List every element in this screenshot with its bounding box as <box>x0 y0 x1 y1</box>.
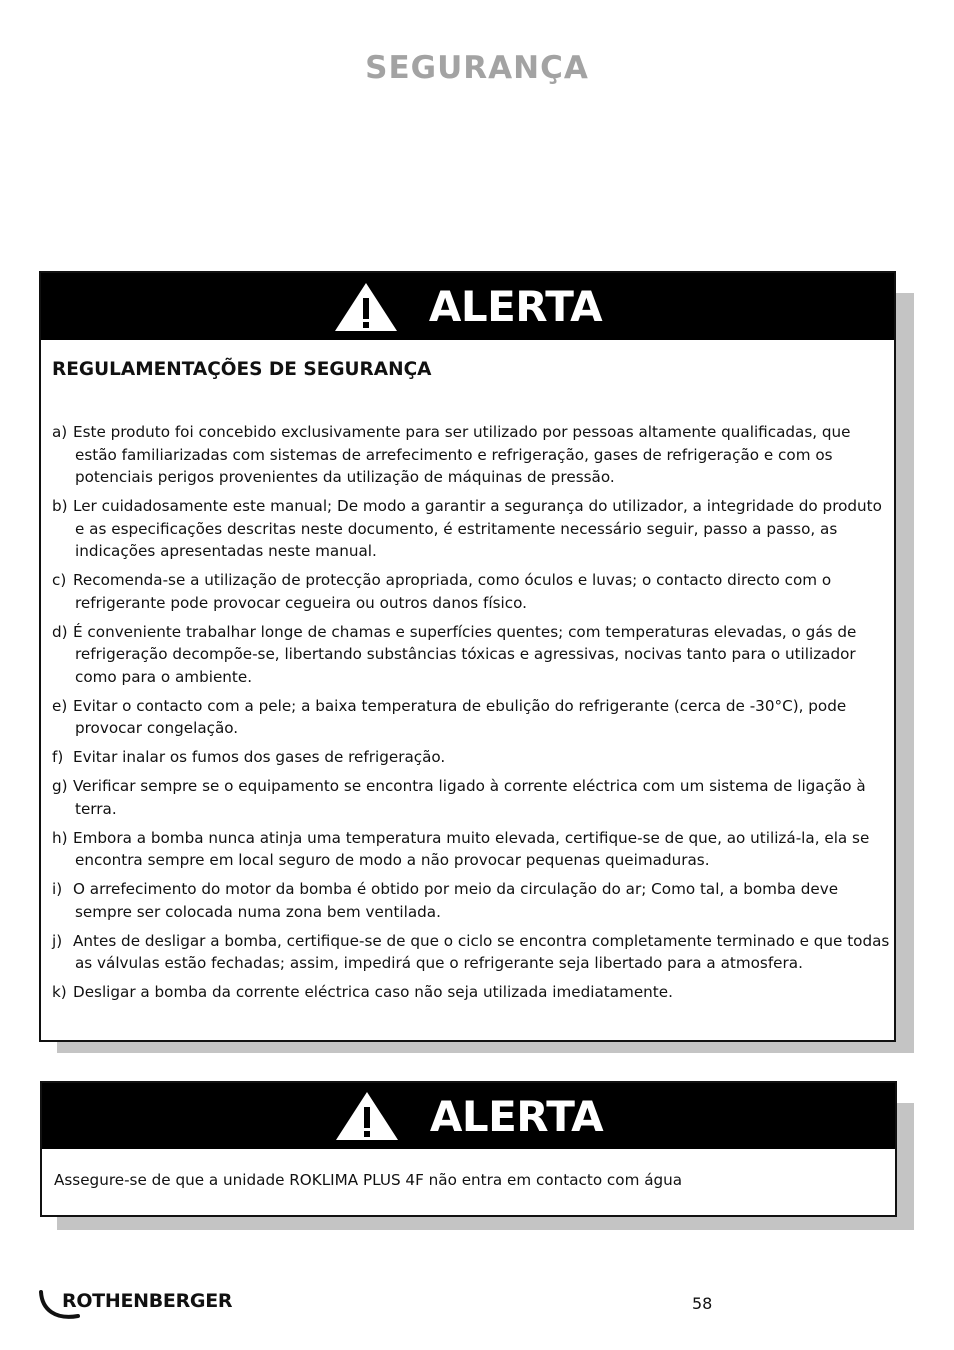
section-heading: REGULAMENTAÇÕES DE SEGURANÇA <box>52 359 432 380</box>
list-item-letter: c) <box>52 571 67 589</box>
alert-title: ALERTA <box>428 282 603 331</box>
list-item-text: Ler cuidadosamente este manual; De modo a garantir a segurança do utilizador, a integridade do produto e as especificações descritas neste documento, é estritamente necessário seguir, passo a passo, as indicações apresentadas neste manual. <box>73 497 882 560</box>
alert-box-2-header <box>42 1083 895 1149</box>
list-item-text: Embora a bomba nunca atinja uma temperatura muito elevada, certifique-se de que, ao utilizá-la, ela se encontra sempre em local seguro de modo a não provocar pequenas queimaduras. <box>73 828 870 869</box>
list-item-text: Desligar a bomba da corrente eléctrica caso não seja utilizada imediatamente. <box>73 983 673 1001</box>
list-item <box>41 827 891 872</box>
list-item-letter: j) <box>52 931 63 950</box>
list-item-text: Verificar sempre se o equipamento se encontra ligado à corrente eléctrica com um sistema de ligação à terra. <box>73 777 866 818</box>
list-item <box>41 621 891 689</box>
list-item-text: Este produto foi concebido exclusivamente para ser utilizado por pessoas altamente qualificadas, que estão familiarizadas com sistemas de arrefecimento e refrigeração, gases de refrigeração e com os potenciais perigos provenientes da utilização de máquinas de pressão. <box>73 423 851 486</box>
safety-rules-list <box>41 421 891 1010</box>
list-item <box>41 930 891 975</box>
list-item-letter: b) <box>52 497 68 515</box>
list-item-text: Evitar inalar os fumos dos gases de refrigeração. <box>73 748 446 766</box>
list-item <box>41 569 891 614</box>
list-item-letter: a) <box>52 423 68 441</box>
list-item <box>41 775 891 820</box>
page-number: 58 <box>692 1294 713 1313</box>
warning-icon <box>333 281 399 333</box>
alert-box-2 <box>40 1081 897 1217</box>
list-item-letter: f) <box>52 748 64 766</box>
list-item-letter: k) <box>52 983 67 1001</box>
warning-icon <box>334 1090 400 1142</box>
list-item-text: Recomenda-se a utilização de protecção apropriada, como óculos e luvas; o contacto directo com o refrigerante pode provocar cegueira ou outros danos físico. <box>73 571 832 612</box>
page-title: SEGURANÇA <box>365 50 589 86</box>
list-item <box>41 421 891 489</box>
list-item-letter: g) <box>52 777 68 795</box>
list-item-text: É conveniente trabalhar longe de chamas e superfícies quentes; com temperaturas elevadas, o gás de refrigeração decompõe-se, libertando substâncias tóxicas e agressivas, nocivas tanto para o utilizador como para o ambiente. <box>73 622 857 686</box>
brand-logo <box>38 1288 232 1322</box>
list-item-letter: e) <box>52 696 68 715</box>
alert-message: Assegure-se de que a unidade ROKLIMA PLUS 4F não entra em contacto com água <box>54 1171 683 1189</box>
alert-box-1 <box>39 271 896 1042</box>
list-item <box>41 495 891 563</box>
list-item-letter: i) <box>52 880 63 898</box>
list-item <box>41 695 891 740</box>
alert-box-1-header <box>41 273 894 340</box>
list-item <box>41 746 891 769</box>
brand-name: ROTHENBERGER <box>62 1290 233 1312</box>
list-item-text: Antes de desligar a bomba, certifique-se de que o ciclo se encontra completamente terminado e que todas as válvulas estão fechadas; assim, impedirá que o refrigerante seja libertado para a atmosfera. <box>73 931 890 972</box>
list-item-letter: h) <box>52 828 68 847</box>
list-item-text: O arrefecimento do motor da bomba é obtido por meio da circulação do ar; Como tal, a bomba deve sempre ser colocada numa zona bem ventilada. <box>73 880 839 921</box>
list-item <box>41 981 891 1004</box>
list-item-letter: d) <box>52 622 68 641</box>
alert-title: ALERTA <box>429 1091 604 1141</box>
list-item <box>41 878 891 923</box>
list-item-text: Evitar o contacto com a pele; a baixa temperatura de ebulição do refrigerante (cerca de -30°C), pode provocar congelação. <box>73 696 847 737</box>
